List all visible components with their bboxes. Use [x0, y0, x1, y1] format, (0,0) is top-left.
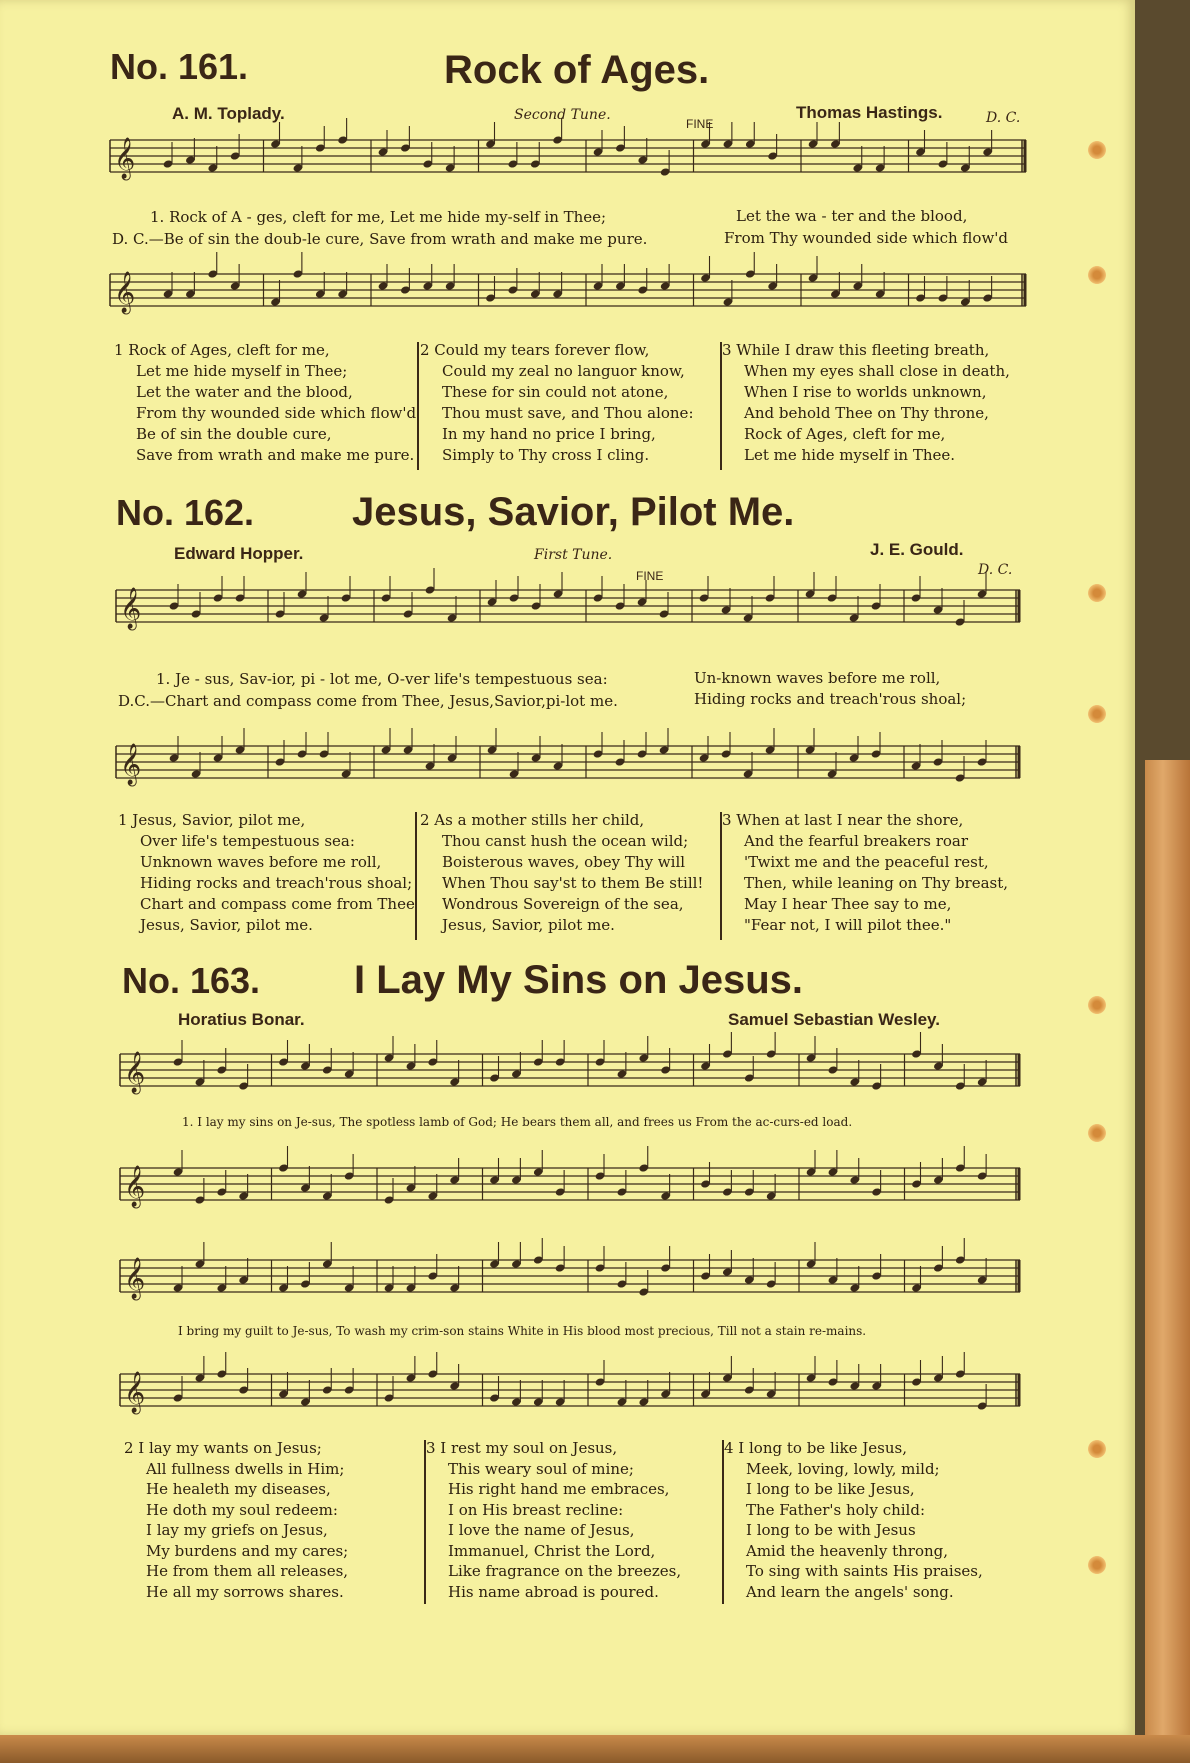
hymn-title: Jesus, Savior, Pilot Me. — [352, 490, 795, 534]
lyric-line: Hiding rocks and treach'rous shoal; — [694, 690, 967, 708]
hymn-number: No. 162. — [116, 492, 255, 533]
music-staff-bass — [110, 268, 1026, 318]
column-divider — [415, 812, 417, 940]
verse-2: 2 I lay my wants on Jesus; All fullness dwells in Him; He healeth my diseases, He doth my soul redeem: I lay my griefs on Jesus, My burdens and my cares; He from them all releases, He all my sorrows shares. — [124, 1439, 349, 1601]
binder-hole — [1088, 705, 1106, 723]
wood-edge — [1145, 760, 1190, 1763]
clef-icon: 𝄞 — [114, 138, 136, 179]
hymn-composer: Samuel Sebastian Wesley. — [728, 1010, 940, 1029]
binder-hole — [1088, 1556, 1106, 1574]
verse-3: 3 When at last I near the shore, And the fearful breakers roar 'Twixt me and the peaceful rest, Then, while leaning on Thy breast, May I hear Thee say to me, "Fear not, I will pilot thee." — [722, 811, 1009, 934]
clef-icon: 𝄞 — [120, 588, 142, 629]
hymn-title: Rock of Ages. — [444, 48, 710, 92]
verse-3: 3 While I draw this fleeting breath, When my eyes shall close in death, When I rise to worlds unknown, And behold Thee on Thy throne, Rock of Ages, cleft for me, Let me hide myself in Thee. — [722, 341, 1010, 464]
verse-4: 4 I long to be like Jesus, Meek, loving, lowly, mild; I long to be like Jesus, The Father's holy child: I long to be with Jesus Amid the heavenly throng, To sing with saints His praises, And learn the angels' song. — [724, 1439, 983, 1601]
hymn-title: I Lay My Sins on Jesus. — [354, 958, 804, 1002]
binder-hole — [1088, 266, 1106, 284]
lyric-line: Un-known waves before me roll, — [694, 669, 941, 687]
hymn-author: A. M. Toplady. — [172, 104, 285, 123]
verse-1: 1 Jesus, Savior, pilot me, Over life's tempestuous sea: Unknown waves before me roll, Hiding rocks and treach'rous shoal; Chart and compass come from Thee Jesus, Savior, pilot me. — [118, 811, 415, 934]
lyric-line: Let the wa - ter and the blood, — [736, 207, 968, 225]
lyric-line: D. C.—Be of sin the doub-le cure, Save from wrath and make me pure. — [112, 230, 648, 248]
hymn-composer: J. E. Gould. — [870, 540, 964, 559]
hymn-author: Edward Hopper. — [174, 544, 304, 563]
clef-icon: 𝄞 — [124, 1052, 146, 1093]
clef-icon: 𝄞 — [124, 1372, 146, 1413]
verse-2: 2 As a mother stills her child, Thou canst hush the ocean wild; Boisterous waves, obey Thy will When Thou say'st to them Be still! Wondrous Sovereign of the sea, Jesus, Savior, pilot me. — [420, 811, 704, 934]
hymn-number: No. 163. — [122, 960, 261, 1001]
music-staff-bass — [120, 1368, 1020, 1418]
clef-icon: 𝄞 — [124, 1166, 146, 1207]
binder-hole — [1088, 584, 1106, 602]
column-divider — [417, 342, 419, 470]
lyric-line: 1. I lay my sins on Je-sus, The spotless lamb of God; He bears them all, and frees us From the ac-curs-ed load. — [182, 1115, 853, 1129]
clef-icon: 𝄞 — [114, 272, 136, 313]
music-staff-treble — [110, 134, 1026, 184]
hymn-number: No. 161. — [110, 46, 249, 87]
wood-edge — [0, 1735, 1190, 1763]
music-staff-bass — [120, 1162, 1020, 1212]
verse-2: 2 Could my tears forever flow, Could my zeal no languor know, These for sin could not atone, Thou must save, and Thou alone: In my hand no price I bring, Simply to Thy cross I cling. — [420, 341, 694, 464]
lyric-line: D.C.—Chart and compass come from Thee, Jesus,Savior,pi-lot me. — [118, 692, 618, 710]
binder-hole — [1088, 1124, 1106, 1142]
binder-hole — [1088, 1440, 1106, 1458]
tune-name: First Tune. — [534, 547, 613, 563]
lyric-line: 1. Je - sus, Sav-ior, pi - lot me, O-ver life's tempestuous sea: — [156, 670, 608, 688]
clef-icon: 𝄞 — [124, 1258, 146, 1299]
lyric-line: 1. Rock of A - ges, cleft for me, Let me hide my-self in Thee; — [150, 208, 607, 226]
verse-1: 1 Rock of Ages, cleft for me, Let me hide myself in Thee; Let the water and the blood, From thy wounded side which flow'd Be of sin the double cure, Save from wrath and make me pure. — [114, 341, 417, 464]
binder-hole — [1088, 996, 1106, 1014]
music-staff-treble — [116, 584, 1020, 634]
fine-mark: FINE — [636, 569, 664, 583]
music-staff-bass — [116, 740, 1020, 790]
dc-mark: D. C. — [986, 110, 1021, 126]
music-staff-treble — [120, 1048, 1020, 1098]
tune-name: Second Tune. — [514, 107, 611, 123]
fine-mark: FINE — [686, 117, 714, 131]
lyric-line: From Thy wounded side which flow'd — [724, 229, 1009, 247]
dc-mark: D. C. — [978, 562, 1013, 578]
lyric-line: I bring my guilt to Je-sus, To wash my crim-son stains White in His blood most precious, Till not a stain re-mains. — [178, 1324, 867, 1338]
music-staff-treble — [120, 1254, 1020, 1304]
hymn-author: Horatius Bonar. — [178, 1010, 305, 1029]
hymn-composer: Thomas Hastings. — [796, 103, 943, 122]
verse-3: 3 I rest my soul on Jesus, This weary soul of mine; His right hand me embraces, I on His breast recline: I love the name of Jesus, Immanuel, Christ the Lord, Like fragrance on the breezes, His name abroad is poured. — [426, 1439, 682, 1601]
clef-icon: 𝄞 — [120, 744, 142, 785]
binder-hole — [1088, 141, 1106, 159]
